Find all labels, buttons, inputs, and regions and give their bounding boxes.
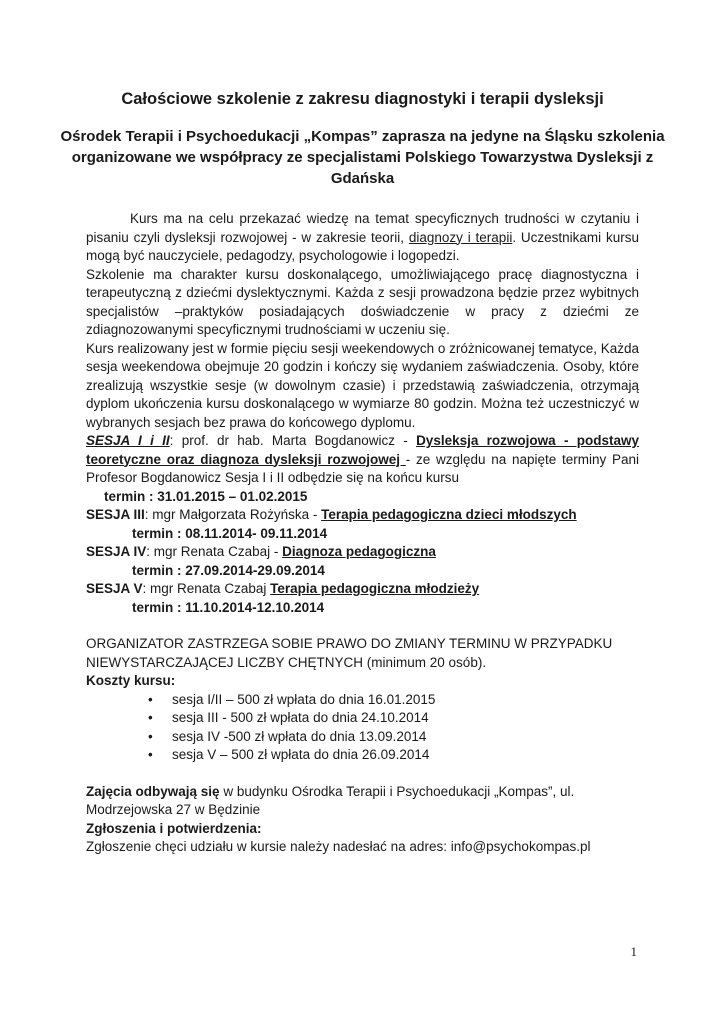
session-4-label: SESJA IV xyxy=(86,544,147,559)
session-1-2 xyxy=(86,432,639,488)
cost-item: • sesja I/II – 500 zł wpłata do dnia 16.01.2015 xyxy=(148,691,639,710)
session-3-topic: Terapia pedagogiczna dzieci młodszych xyxy=(321,507,577,522)
session-5-label: SESJA V xyxy=(86,581,143,596)
document-body xyxy=(86,210,639,857)
document-subtitle: Ośrodek Terapii i Psychoedukacji „Kompas” zaprasza na jedyne na Śląsku szkolenia organizowane we współpracy ze specjalistami Polskiego Towarzystwa Dysleksji z Gdańska xyxy=(60,128,665,187)
session-3-label: SESJA III xyxy=(86,507,145,522)
costs-heading xyxy=(86,672,639,691)
location-label: Zajęcia odbywają się xyxy=(86,783,220,799)
cost-item: • sesja III - 500 zł wpłata do dnia 24.10.2014 xyxy=(148,709,639,728)
session-3-term: termin : 08.11.2014- 09.11.2014 xyxy=(132,525,328,541)
costs-list xyxy=(86,691,639,765)
spacer xyxy=(86,617,639,635)
registration-heading xyxy=(86,820,639,839)
spacer xyxy=(86,765,639,783)
location-text: w budynku Ośrodka Terapii i Psychoedukacji „Kompas”, ul. Modrzejowska 27 w Będzinie xyxy=(86,783,575,817)
page-number: 1 xyxy=(630,944,637,959)
session-4-topic: Diagnoza pedagogiczna xyxy=(282,544,436,559)
registration-text: Zgłoszenie chęci udziału w kursie należy nadesłać na adres: info@psychokompas.pl xyxy=(86,839,591,854)
intro-paragraph-3: Kurs realizowany jest w formie pięciu sesji weekendowych o zróżnicowanej tematyce, Każda sesja weekendowa obejmuje 20 godzin i kończy się wydaniem zaświadczenia. Osoby, które zrealizują wszystkie sesje (w dowolnym czasie) i przedstawią zaświadczenia, otrzymają dyplom ukończenia kursu doskonalącego w wymiarze 80 godzin. Można też uczestniczyć w wybranych sesjach bez prawa do końcowego dyplomu. xyxy=(86,340,639,430)
session-1-2-note: - ze względu na napięte terminy Pani Profesor Bogdanowicz Sesja I i II odbędzie się na końcu kursu xyxy=(86,451,640,485)
cost-item: • sesja V – 500 zł wpłata do dnia 26.09.2014 xyxy=(148,746,639,765)
location-paragraph xyxy=(86,783,639,820)
session-4-teacher: : mgr Renata Czabaj - xyxy=(146,544,283,559)
organizer-notice: ORGANIZATOR ZASTRZEGA SOBIE PRAWO DO ZMIANY TERMINU W PRZYPADKU NIEWYSTARCZAJĄCEJ LICZBY CHĘTNYCH (minimum 20 osób). xyxy=(86,636,613,670)
session-5-term: termin : 11.10.2014-12.10.2014 xyxy=(132,599,325,615)
cost-item: • sesja IV -500 zł wpłata do dnia 13.09.2014 xyxy=(148,728,639,747)
session-3 xyxy=(86,506,639,525)
session-5 xyxy=(86,580,639,599)
document-title: Całościowe szkolenie z zakresu diagnostyki i terapii dysleksji xyxy=(121,90,604,108)
intro-text-b: . Uczestnikami kursu mogą być nauczyciele, pedagodzy, psychologowie i logopedzi. xyxy=(86,229,639,263)
session-1-2-topic: Dysleksja rozwojowa - podstawy teoretyczne oraz diagnoza dysleksji rozwojowej xyxy=(86,433,639,467)
registration-heading-text: Zgłoszenia i potwierdzenia: xyxy=(86,820,262,836)
session-1-2-term: termin : 31.01.2015 – 01.02.2015 xyxy=(104,488,308,504)
session-4 xyxy=(86,543,639,562)
intro-paragraph-1 xyxy=(86,210,639,266)
diagnosis-therapy-link[interactable]: diagnozy i terapii xyxy=(408,229,513,245)
session-5-teacher: : mgr Renata Czabaj xyxy=(142,581,271,596)
session-1-2-teacher: : prof. dr hab. Marta Bogdanowicz - xyxy=(169,433,417,448)
costs-heading-text: Koszty kursu: xyxy=(86,673,176,688)
intro-paragraph-2: Szkolenie ma charakter kursu doskonalącego, umożliwiającego pracę diagnostyczna i terapeutyczną z dziećmi dyslektycznymi. Każda z sesji prowadzona będzie przez wybitnych specjalistów –praktyków posiadających doświadczenie w pracy z dziećmi ze zdiagnozowanymi specyficznymi trudnościami w uczeniu się. xyxy=(86,266,639,337)
session-3-teacher: : mgr Małgorzata Rożyńska - xyxy=(144,507,322,522)
session-4-term: termin : 27.09.2014-29.09.2014 xyxy=(132,562,325,578)
intro-text-a: Kurs ma na celu przekazać wiedzę na temat specyficznych trudności w czytaniu i pisaniu czyli dysleksji rozwojowej - w zakresie teorii, xyxy=(86,211,639,245)
session-5-topic: Terapia pedagogiczna młodzieży xyxy=(270,581,480,596)
session-1-2-label: SESJA I i II xyxy=(86,433,170,448)
